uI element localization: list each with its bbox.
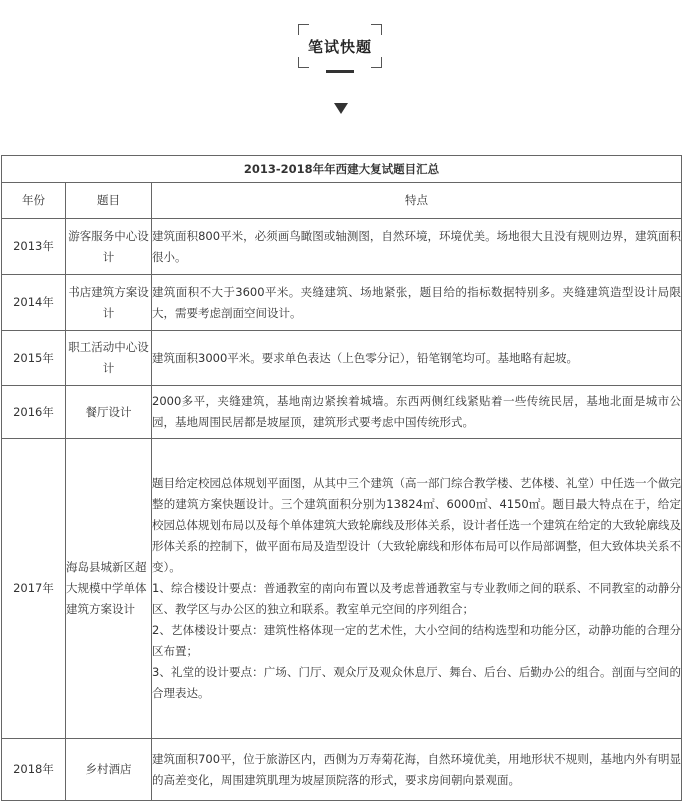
- feature-text: 建筑面积700平，位于旅游区内，西侧为万寿菊花海，自然环境优美，用地形状不规则，基地内外有明显的高差变化，周围建筑肌理为坡屋顶院落的形式，要求房间朝向景观面。: [152, 751, 682, 787]
- feature-text: 建筑面积不大于3600平米。夹缝建筑、场地紧张，题目给的指标数据特别多。夹缝建筑造型设计局限大，需要考虑剖面空间设计。: [152, 284, 682, 320]
- topic-cell: 海岛县城新区超大规模中学单体建筑方案设计: [66, 439, 152, 739]
- title-underline: [326, 70, 354, 73]
- column-header-topic: 题目: [66, 183, 152, 219]
- feature-text: 建筑面积3000平米。要求单色表达（上色零分记），铅笔钢笔均可。基地略有起坡。: [152, 350, 579, 365]
- feature-text: 2000多平，夹缝建筑，基地南边紧挨着城墙。东西两侧红线紧贴着一些传统民居，基地北面是城市公园，基地周围民居都是坡屋顶，建筑形式要考虑中国传统形式。: [152, 394, 682, 429]
- table-caption: 2013-2018年年西建大复试题目汇总: [2, 156, 682, 183]
- feature-text: 3、礼堂的设计要点：广场、门厅、观众厅及观众休息厅、舞台、后台、后勤办公的组合。剖面与空间的合理表达。: [152, 665, 682, 700]
- table-row: [2, 739, 682, 801]
- features-cell: [152, 275, 682, 331]
- column-header-year: 年份: [2, 183, 66, 219]
- feature-text: 建筑面积800平米，必须画鸟瞰图或轴测图，自然环境，环境优美。场地很大且没有规则边界，建筑面积很小。: [152, 228, 682, 264]
- exam-summary-table: [1, 155, 682, 801]
- badge-corner: [371, 57, 382, 68]
- features-cell: [152, 331, 682, 386]
- table-row: [2, 219, 682, 275]
- year-cell: 2015年: [2, 331, 66, 386]
- year-cell: 2013年: [2, 219, 66, 275]
- year-cell: 2014年: [2, 275, 66, 331]
- topic-cell: 书店建筑方案设计: [66, 275, 152, 331]
- features-cell: [152, 739, 682, 801]
- year-cell: 2018年: [2, 739, 66, 801]
- topic-cell: 乡村酒店: [66, 739, 152, 801]
- table-row: [2, 275, 682, 331]
- features-cell: [152, 386, 682, 439]
- topic-cell: 餐厅设计: [66, 386, 152, 439]
- feature-text: 2、艺体楼设计要点：建筑性格体现一定的艺术性，大小空间的结构选型和功能分区，动静功能的合理分区布置；: [152, 623, 682, 658]
- table-row: [2, 331, 682, 386]
- features-cell: [152, 219, 682, 275]
- column-header-features: 特点: [152, 183, 682, 219]
- topic-cell: 职工活动中心设计: [66, 331, 152, 386]
- section-title: 笔试快题: [307, 38, 372, 56]
- badge-corner: [298, 57, 309, 68]
- badge-corner: [298, 24, 309, 35]
- badge-corner: [371, 24, 382, 35]
- table-row: [2, 386, 682, 439]
- feature-text: 1、综合楼设计要点：普通教室的南向布置以及考虑普通教室与专业教师之间的联系、不同教室的动静分区、教学区与办公区的独立和联系。教室单元空间的序列组合；: [152, 581, 682, 616]
- section-badge: [298, 24, 382, 68]
- down-arrow-icon: [334, 103, 348, 114]
- topic-cell: 游客服务中心设计: [66, 219, 152, 275]
- features-cell: [152, 439, 682, 739]
- table-row: [2, 439, 682, 739]
- feature-text: 题目给定校园总体规划平面图，从其中三个建筑（高一部门综合教学楼、艺体楼、礼堂）中任选一个做完整的建筑方案快题设计。三个建筑面积分别为13824㎡、6000㎡、4150㎡。题目最大特点在于，给定校园总体规划布局以及每个单体建筑大致轮廓线及形体关系，设计者任选一个建筑在给定的大致轮廓线及形体关系的控制下，做平面布局及造型设计（大致轮廓线和形体布局可以作局部调整，但大致体块关系不变）。: [152, 476, 682, 574]
- year-cell: 2016年: [2, 386, 66, 439]
- year-cell: 2017年: [2, 439, 66, 739]
